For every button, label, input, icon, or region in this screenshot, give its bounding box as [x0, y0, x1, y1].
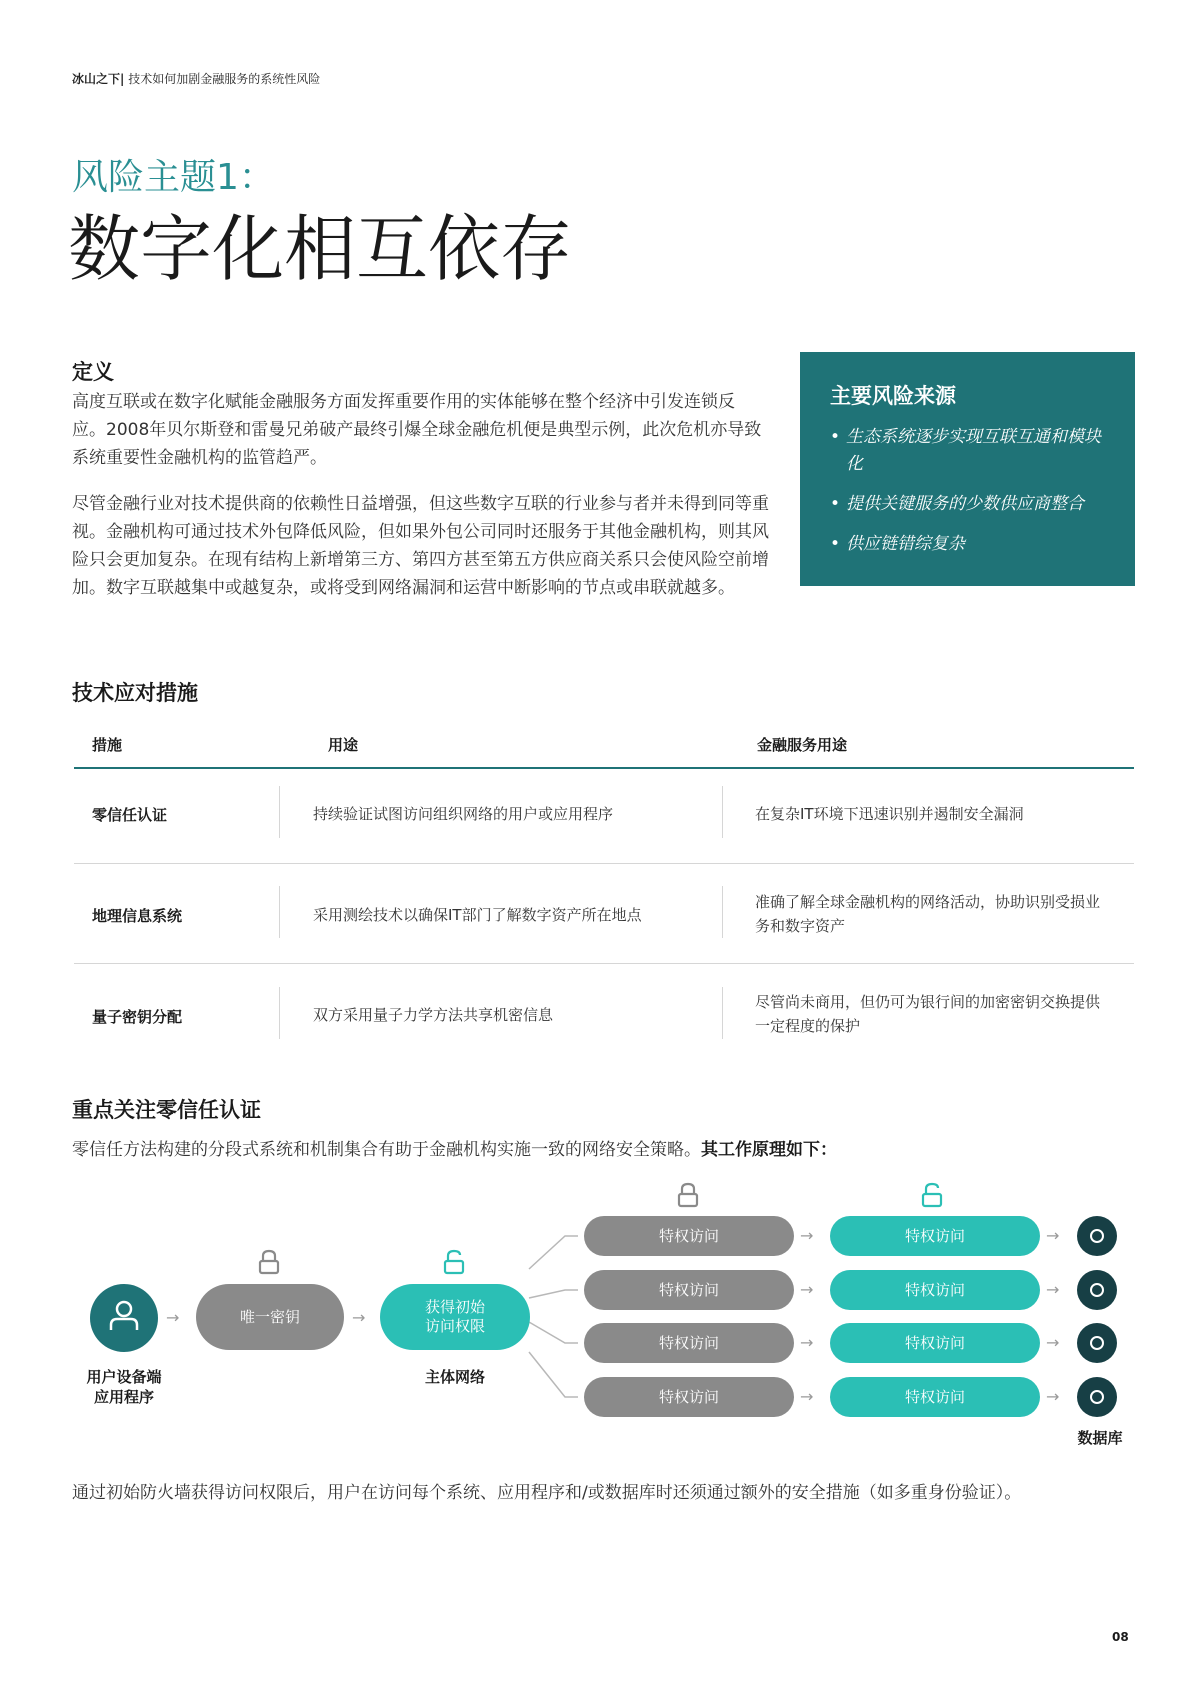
database-label: 数据库: [1077, 1429, 1123, 1447]
definition-para-1: 高度互联或在数字化赋能金融服务方面发挥重要作用的实体能够在整个经济中引发连锁反应。2008年贝尔斯登和雷曼兄弟破产最终引爆全球金融危机便是典型示例，此次危机亦导致系统重要性金融机构的监管趋严。: [72, 392, 762, 468]
privileged-access-gray: 特权访问: [584, 1323, 794, 1363]
definition-para-2: 尽管金融行业对技术提供商的依赖性日益增强，但这些数字互联的行业参与者并未得到同等重视。金融机构可通过技术外包降低风险，但如果外包公司同时还服务于其他金融机构，则其风险只会更加复杂。在现有结构上新增第三方、第四方甚至第五方供应商关系只会使风险空前增加。数字互联越集中或越复杂，或将受到网络漏洞和运营中断影响的节点或串联就越多。: [72, 494, 769, 598]
database-icon: [1077, 1377, 1117, 1417]
unlock-icon: [443, 1249, 465, 1275]
branch-line: [529, 1236, 578, 1269]
row-use: 采用测绘技术以确保IT部门了解数字资产所在地点: [313, 906, 642, 924]
arrow-icon: →: [800, 1333, 814, 1352]
arrow-icon: →: [166, 1308, 180, 1327]
page-number: 08: [1112, 1630, 1129, 1644]
lock-icon: [677, 1182, 699, 1208]
database-icon: [1077, 1270, 1117, 1310]
lock-icon: [258, 1249, 280, 1275]
arrow-icon: →: [1046, 1387, 1060, 1406]
row-fin-use: 准确了解全球金融机构的网络活动，协助识别受损业务和数字资产: [755, 893, 1101, 935]
page-title: 数字化相互依存: [68, 207, 573, 291]
list-item: • 生态系统逐步实现互联互通和模块化: [830, 424, 1109, 478]
zero-trust-intro-text: 零信任方法构建的分段式系统和机制集合有助于金融机构实施一致的网络安全策略。: [72, 1140, 701, 1160]
risk-theme-label: 风险主题1：: [72, 157, 275, 198]
tech-heading: 技术应对措施: [72, 681, 198, 705]
privileged-access-gray: 特权访问: [584, 1270, 794, 1310]
row-measure: 零信任认证: [92, 806, 168, 824]
privileged-access-gray: 特权访问: [584, 1377, 794, 1417]
arrow-icon: →: [800, 1387, 814, 1406]
zero-trust-footnote: 通过初始防火墙获得访问权限后，用户在访问每个系统、应用程序和/或数据库时还须通过额外的安全措施（如多重身份验证）。: [72, 1483, 1022, 1503]
row-use: 双方采用量子力学方法共享机密信息: [313, 1006, 554, 1024]
row-measure: 量子密钥分配: [92, 1008, 183, 1026]
arrow-icon: →: [352, 1308, 366, 1327]
user-icon: [90, 1284, 158, 1352]
col-header-use: 用途: [328, 736, 359, 754]
privileged-access-teal: 特权访问: [830, 1377, 1040, 1417]
unlock-icon: [921, 1182, 943, 1208]
privileged-access-teal: 特权访问: [830, 1216, 1040, 1256]
branch-line: [529, 1290, 578, 1298]
unique-key-node: 唯一密钥: [196, 1284, 344, 1350]
zero-trust-intro-bold: 其工作原理如下：: [701, 1140, 837, 1160]
privileged-access-teal: 特权访问: [830, 1323, 1040, 1363]
database-icon: [1077, 1216, 1117, 1256]
database-icon: [1077, 1323, 1117, 1363]
privileged-access-gray: 特权访问: [584, 1216, 794, 1256]
list-item: • 供应链错综复杂: [830, 531, 1109, 558]
user-device-node: [90, 1284, 158, 1352]
col-header-fin-use: 金融服务用途: [757, 736, 848, 754]
arrow-icon: →: [800, 1226, 814, 1245]
risk-sources-heading: 主要风险来源: [830, 384, 956, 408]
definition-heading: 定义: [72, 360, 114, 384]
main-network-label: 主体网络: [424, 1368, 485, 1386]
row-use: 持续验证试图访问组织网络的用户或应用程序: [313, 805, 614, 823]
header-brand: 冰山之下|: [72, 72, 125, 86]
arrow-icon: →: [1046, 1226, 1060, 1245]
row-fin-use: 在复杂IT环境下迅速识别并遏制安全漏洞: [755, 805, 1024, 823]
zero-trust-heading: 重点关注零信任认证: [72, 1098, 261, 1122]
initial-access-node: 获得初始 访问权限: [380, 1284, 530, 1350]
arrow-icon: →: [1046, 1280, 1060, 1299]
row-measure: 地理信息系统: [92, 907, 183, 925]
col-header-measure: 措施: [92, 736, 123, 754]
branch-line: [529, 1352, 578, 1397]
branch-line: [529, 1322, 578, 1343]
list-item: • 提供关键服务的少数供应商整合: [830, 491, 1109, 518]
arrow-icon: →: [800, 1280, 814, 1299]
user-device-label: 用户设备端 应用程序: [86, 1368, 162, 1406]
privileged-access-teal: 特权访问: [830, 1270, 1040, 1310]
header-subtitle: 技术如何加剧金融服务的系统性风险: [128, 72, 321, 86]
row-fin-use: 尽管尚未商用，但仍可为银行间的加密密钥交换提供一定程度的保护: [755, 993, 1101, 1035]
arrow-icon: →: [1046, 1333, 1060, 1352]
